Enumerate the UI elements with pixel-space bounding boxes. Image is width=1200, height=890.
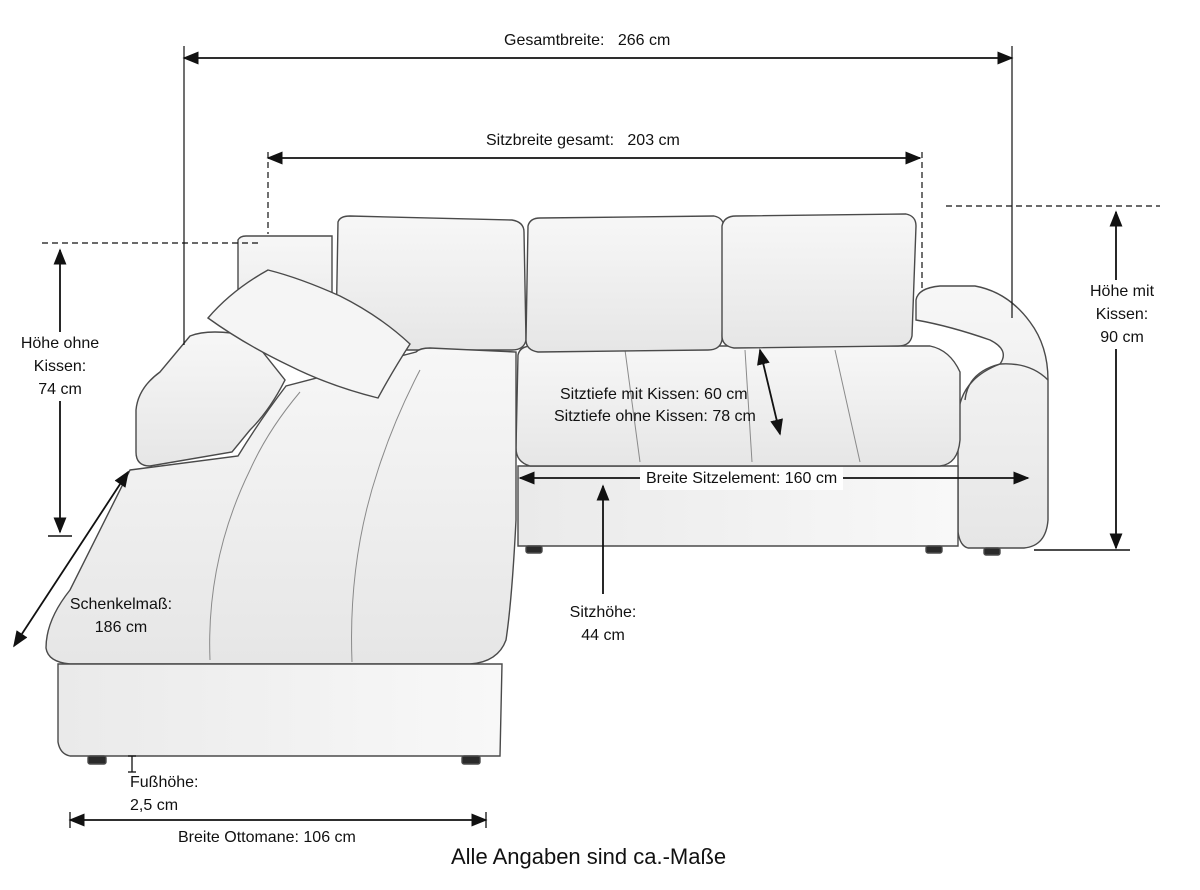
seat-element-width: Breite Sitzelement: 160 cm [640,467,843,490]
seat-height-label [560,601,646,647]
height-without-cushions-line1: Höhe ohne [20,335,100,352]
seat-width-total-label [480,129,686,152]
total-width-label [498,29,676,52]
height-without-cushions-line2: Kissen: [33,358,87,375]
leg-length-value: 186 cm [94,619,148,636]
total-width-value: 266 cm [617,32,671,49]
foot-height-value: 2,5 cm [130,797,179,814]
foot [462,756,480,764]
height-with-cushions-line1: Höhe mit [1089,283,1155,300]
leg-length-label [60,593,182,639]
seat-depth-without-cushions: Sitztiefe ohne Kissen: 78 cm [554,408,756,425]
ottoman-width: Breite Ottomane: 106 cm [178,829,356,846]
foot-height-label [130,771,198,817]
seat-depth-with-cushions: Sitztiefe mit Kissen: 60 cm [560,386,748,403]
foot [984,548,1000,555]
leg-length-caption: Schenkelmaß: [69,596,173,613]
foot [926,546,942,553]
height-without-cushions-value: 74 cm [38,381,82,398]
height-with-cushions-label [1076,280,1168,349]
foot-height-caption: Fußhöhe: [130,774,199,791]
height-without-cushions-label [12,332,108,401]
sofa [46,214,1048,764]
height-with-cushions-value: 90 cm [1100,329,1144,346]
back-cushion-3 [722,214,916,348]
seat-height-caption: Sitzhöhe: [569,604,637,621]
foot [88,756,106,764]
footer-note: Alle Angaben sind ca.-Maße [451,844,727,869]
seat-width-total-value: 203 cm [627,132,680,149]
total-width-caption: Gesamtbreite: [504,32,605,49]
seat-height-value: 44 cm [581,627,625,644]
seat-width-total-caption: Sitzbreite gesamt: [486,132,615,149]
ottoman-base [58,664,502,756]
back-cushion-2 [526,216,724,352]
height-with-cushions-line2: Kissen: [1095,306,1149,323]
foot [526,546,542,553]
